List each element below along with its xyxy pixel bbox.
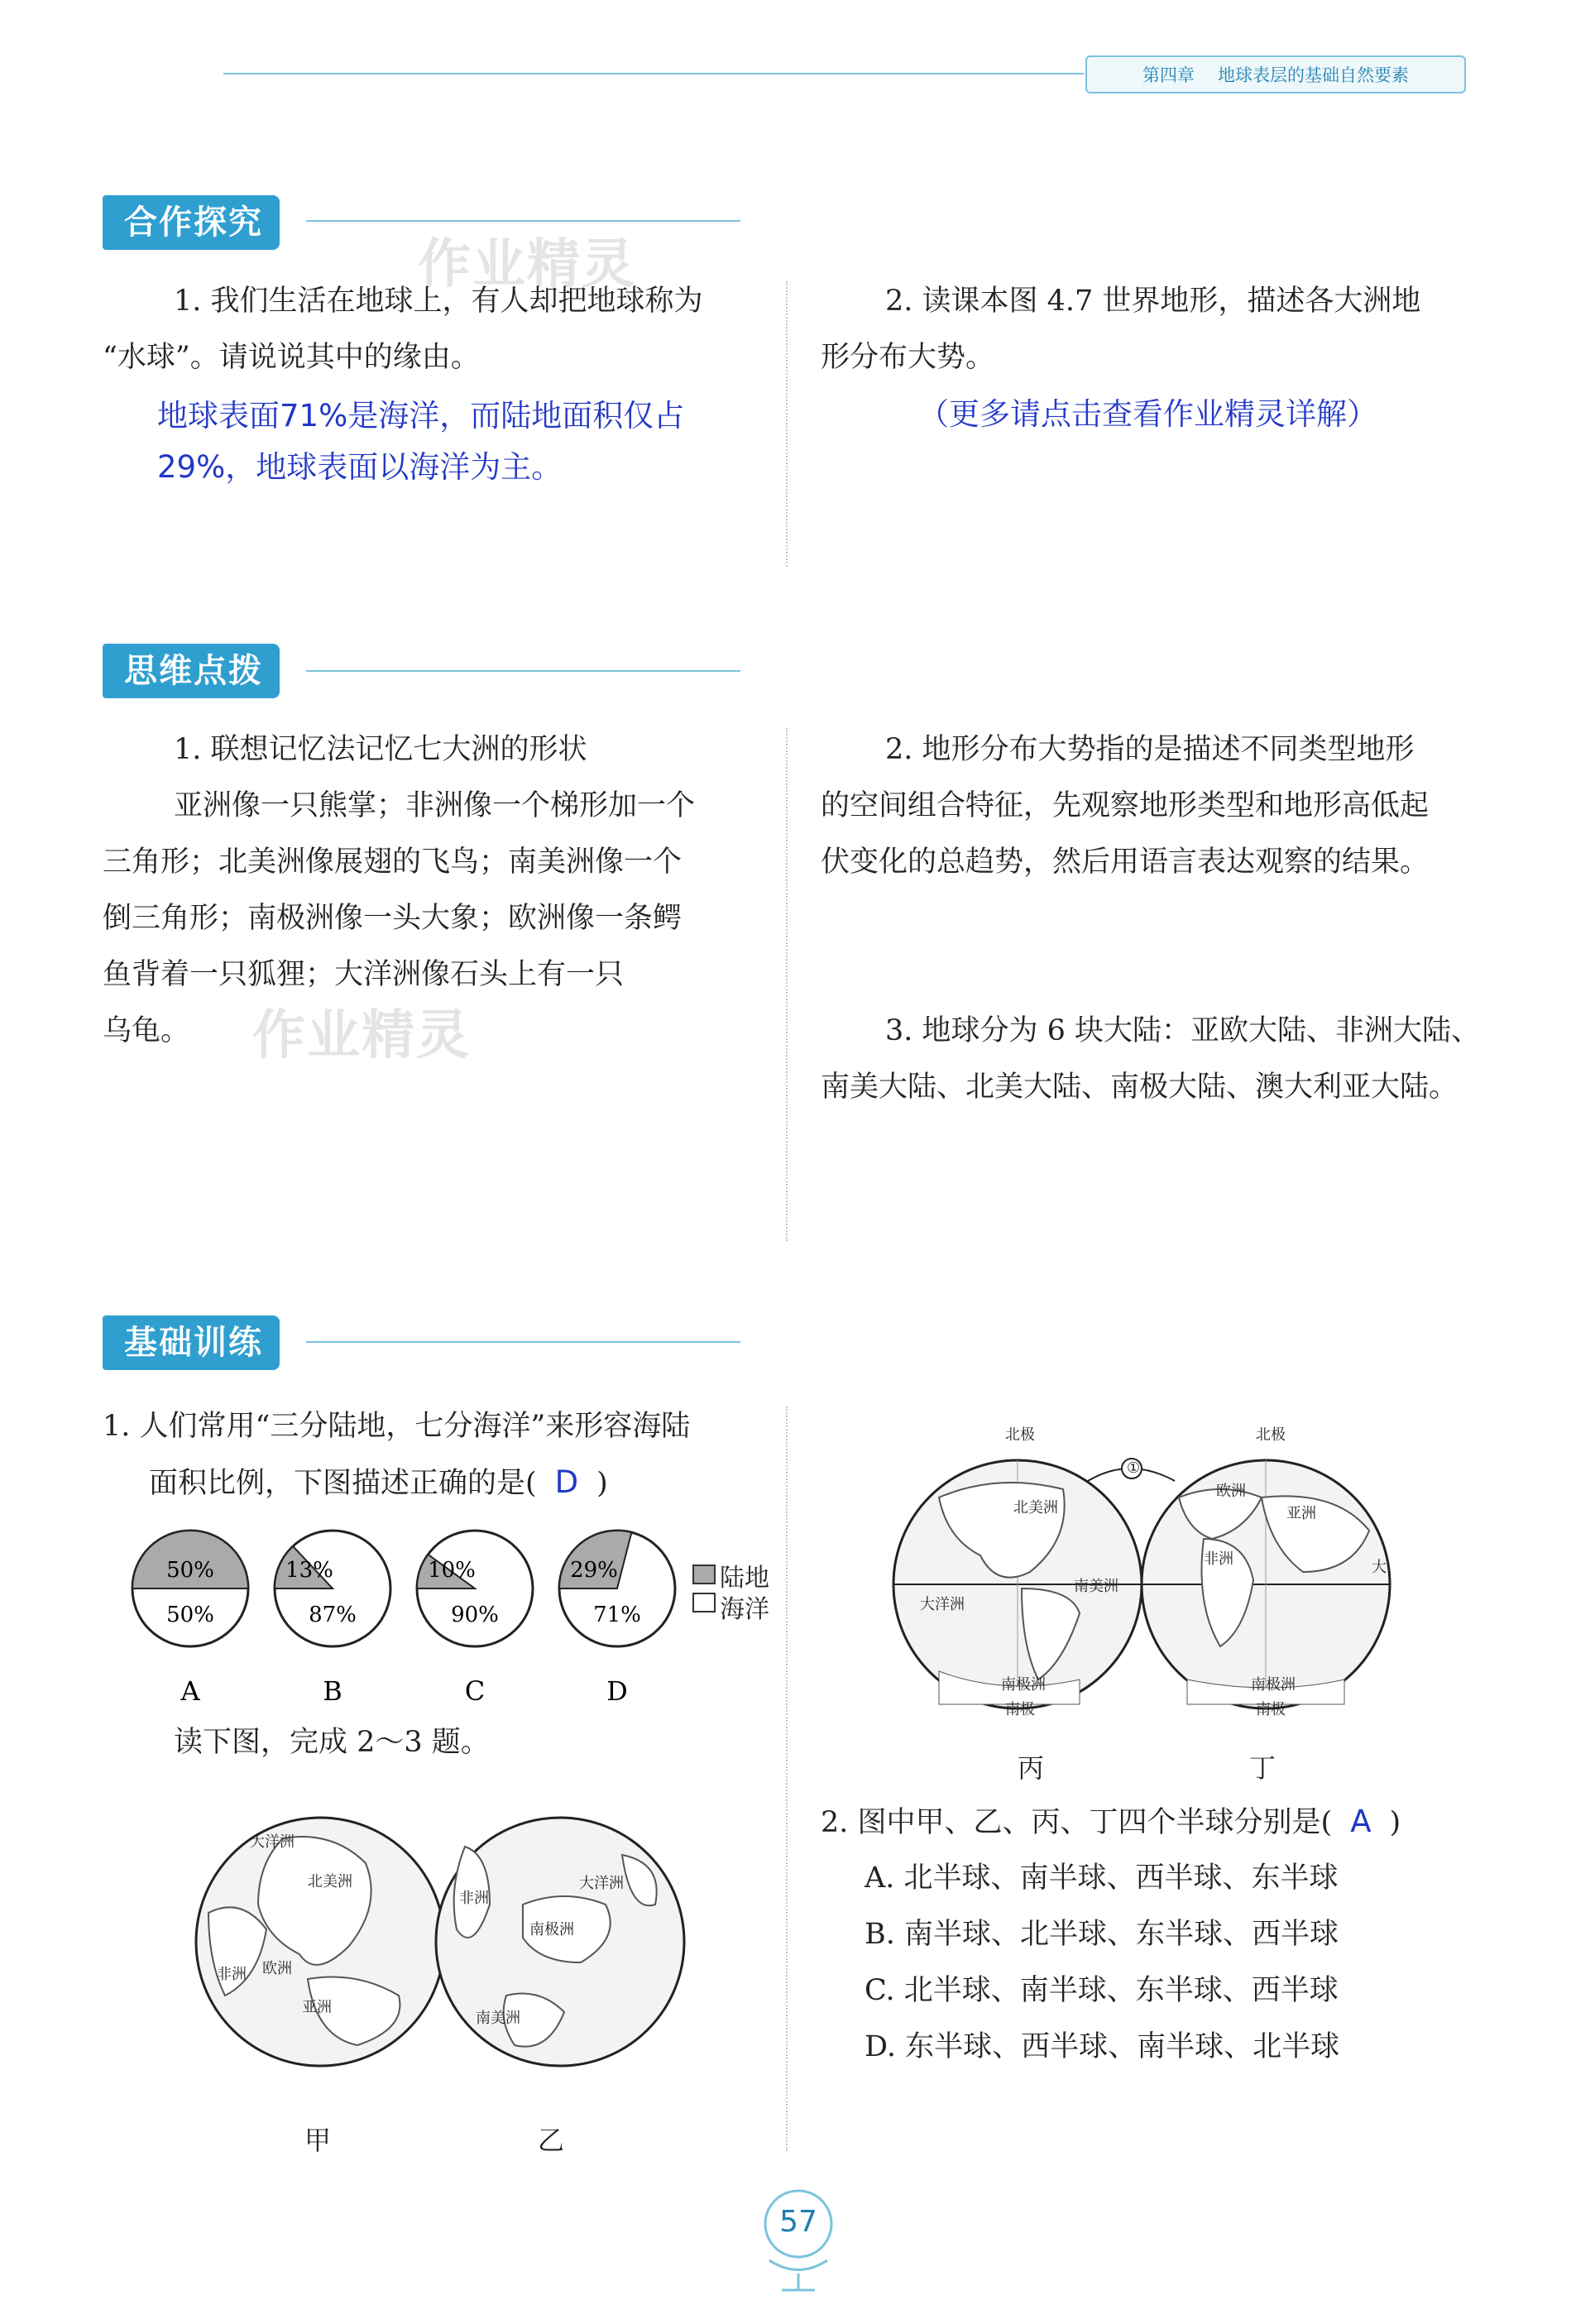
pie-option-letter: D: [606, 1675, 628, 1707]
legend-land-label: 陆地: [720, 1564, 769, 1593]
tip2-line3: 伏变化的总趋势，然后用语言表达观察的结果。: [821, 846, 1430, 879]
chapter-number: 第四章: [1142, 65, 1195, 85]
map-label-south-america: 南美洲: [476, 2010, 520, 2027]
tip1-line1: 亚洲像一只熊掌；非洲像一个梯形加一个: [174, 789, 696, 822]
pie-option-A: [132, 1531, 248, 1707]
q2-option-a: A. 北半球、南半球、西半球、东半球: [865, 1862, 1339, 1895]
q1-answer: D: [554, 1464, 579, 1500]
basic-q1-line2: 面积比例，下图描述正确的是( D ): [149, 1464, 608, 1500]
section-title: 思维点拨: [114, 644, 280, 698]
map-label-africa: 非洲: [1204, 1550, 1233, 1568]
coop-q1-line2: “水球”。请说说其中的缘由。: [103, 341, 480, 374]
legend-ocean-label: 海洋: [720, 1595, 769, 1624]
page-number: 57: [779, 2205, 817, 2239]
page-number-badge: [753, 2184, 844, 2300]
pie-bottom-label: 71%: [593, 1603, 641, 1627]
q2-option-d: D. 东半球、西半球、南半球、北半球: [865, 2030, 1340, 2063]
coop-q1-line1: 1. 我们生活在地球上，有人却把地球称为: [174, 285, 703, 318]
map-label-north-pole: 北极: [1005, 1426, 1035, 1444]
coop-q1-answer-line1: 地球表面71%是海洋，而陆地面积仅占: [157, 398, 685, 434]
coop-q1-answer-line2: 29%，地球表面以海洋为主。: [157, 449, 563, 485]
q2-option-b: B. 南半球、北半球、东半球、西半球: [865, 1918, 1339, 1951]
map-label-antarctica: 南极洲: [1251, 1676, 1296, 1694]
pie-top-label: 50%: [166, 1558, 214, 1583]
map-label-europe: 欧洲: [1216, 1483, 1246, 1500]
tip1-line4: 鱼背着一只狐狸；大洋洲像石头上有一只: [103, 958, 625, 991]
caption-ding: 丁: [1249, 1752, 1276, 1784]
map-label-oceania: 大洋洲: [920, 1596, 965, 1613]
pie-top-label: 29%: [570, 1558, 618, 1583]
watermark: 作业精灵: [252, 1005, 471, 1066]
section-rule: [306, 1341, 740, 1343]
tip1-line2: 三角形；北美洲像展翅的飞鸟；南美洲像一个: [103, 846, 683, 879]
tip1-title: 1. 联想记忆法记忆七大洲的形状: [174, 733, 587, 766]
tip1-line5: 乌龟。: [103, 1014, 190, 1047]
coop-q2-line1: 2. 读课本图 4.7 世界地形，描述各大洲地: [885, 285, 1421, 318]
caption-bing: 丙: [1018, 1752, 1045, 1784]
section-tag-basic: [103, 1315, 280, 1370]
pie-chart-options: [124, 1522, 786, 1713]
map-label-south-pole: 南极: [1256, 1701, 1286, 1718]
coop-q2-answer-link[interactable]: （更多请点击查看作业精灵详解）: [918, 396, 1377, 432]
basic-q1-line1: 1. 人们常用“三分陆地，七分海洋”来形容海陆: [103, 1410, 691, 1443]
hemisphere-map-bing-ding: [889, 1448, 1419, 1721]
tip2-line1: 2. 地形分布大势指的是描述不同类型地形: [885, 733, 1415, 766]
map-label-south-america: 南美洲: [1074, 1578, 1118, 1595]
pie-bottom-label: 90%: [451, 1603, 499, 1627]
column-divider: [786, 1406, 788, 2151]
pie-option-C: [417, 1531, 533, 1707]
tip1-line3: 倒三角形；南极洲像一头大象；欧洲像一条鳄: [103, 902, 683, 935]
caption-jia: 甲: [304, 2125, 332, 2156]
map-label-europe: 欧洲: [262, 1960, 292, 1977]
pie-option-letter: A: [180, 1675, 200, 1707]
map-label-africa: 非洲: [217, 1966, 247, 1983]
q2-answer: A: [1350, 1804, 1372, 1839]
pie-option-letter: B: [323, 1675, 342, 1707]
map-label-antarctica: 南极洲: [1001, 1676, 1046, 1694]
map-label-asia: 亚洲: [302, 1999, 332, 2016]
section-tag-cooperate: [103, 195, 280, 250]
pie-option-letter: C: [464, 1675, 486, 1707]
map-label-asia: 亚洲: [1286, 1505, 1316, 1522]
map-label-north-america: 北美洲: [1013, 1499, 1058, 1517]
map-label-north-america: 北美洲: [308, 1873, 352, 1890]
header-rule: [223, 73, 1084, 74]
chapter-header: [1085, 55, 1466, 93]
map-label-circle-1: ①: [1127, 1459, 1141, 1477]
tip3-line1: 3. 地球分为 6 块大陆：亚欧大陆、非洲大陆、: [885, 1014, 1481, 1047]
watermark: 作业精灵: [418, 234, 636, 295]
pie-bottom-label: 50%: [166, 1603, 214, 1627]
section-title: 合作探究: [114, 195, 280, 250]
coop-q2-line2: 形分布大势。: [821, 341, 995, 374]
section-rule: [306, 670, 740, 672]
pie-top-label: 13%: [285, 1558, 333, 1583]
legend: [693, 1565, 715, 1612]
section-title: 基础训练: [114, 1315, 280, 1370]
caption-yi: 乙: [538, 2125, 565, 2156]
map-label-antarctica: 南极洲: [529, 1921, 574, 1938]
chapter-title: 地球表层的基础自然要素: [1218, 65, 1409, 85]
map-label-africa: 非洲: [459, 1890, 489, 1907]
basic-q2-stem: 2. 图中甲、乙、丙、丁四个半球分别是( A ): [821, 1804, 1401, 1839]
tip3-line2: 南美大陆、北美大陆、南极大陆、澳大利亚大陆。: [821, 1071, 1458, 1104]
pie-option-B: [275, 1531, 390, 1707]
map-label-da: 大: [1372, 1559, 1387, 1576]
column-divider: [786, 728, 788, 1241]
q2-option-c: C. 北半球、南半球、东半球、西半球: [865, 1974, 1339, 2007]
map-label-ocean: 大洋洲: [250, 1833, 295, 1851]
section-tag-tips: [103, 644, 280, 698]
map-label-south-pole: 南极: [1005, 1701, 1035, 1718]
pie-bottom-label: 87%: [309, 1603, 357, 1627]
read-hint: 读下图，完成 2～3 题。: [174, 1726, 490, 1759]
tip2-line2: 的空间组合特征，先观察地形类型和地形高低起: [821, 789, 1430, 822]
map-label-oceania: 大洋洲: [579, 1875, 624, 1892]
pie-top-label: 10%: [428, 1558, 476, 1583]
hemisphere-map-jia-yi: [192, 1814, 688, 2070]
pie-option-D: [559, 1531, 675, 1707]
map-label-north-pole: 北极: [1256, 1426, 1286, 1444]
column-divider: [786, 281, 788, 567]
